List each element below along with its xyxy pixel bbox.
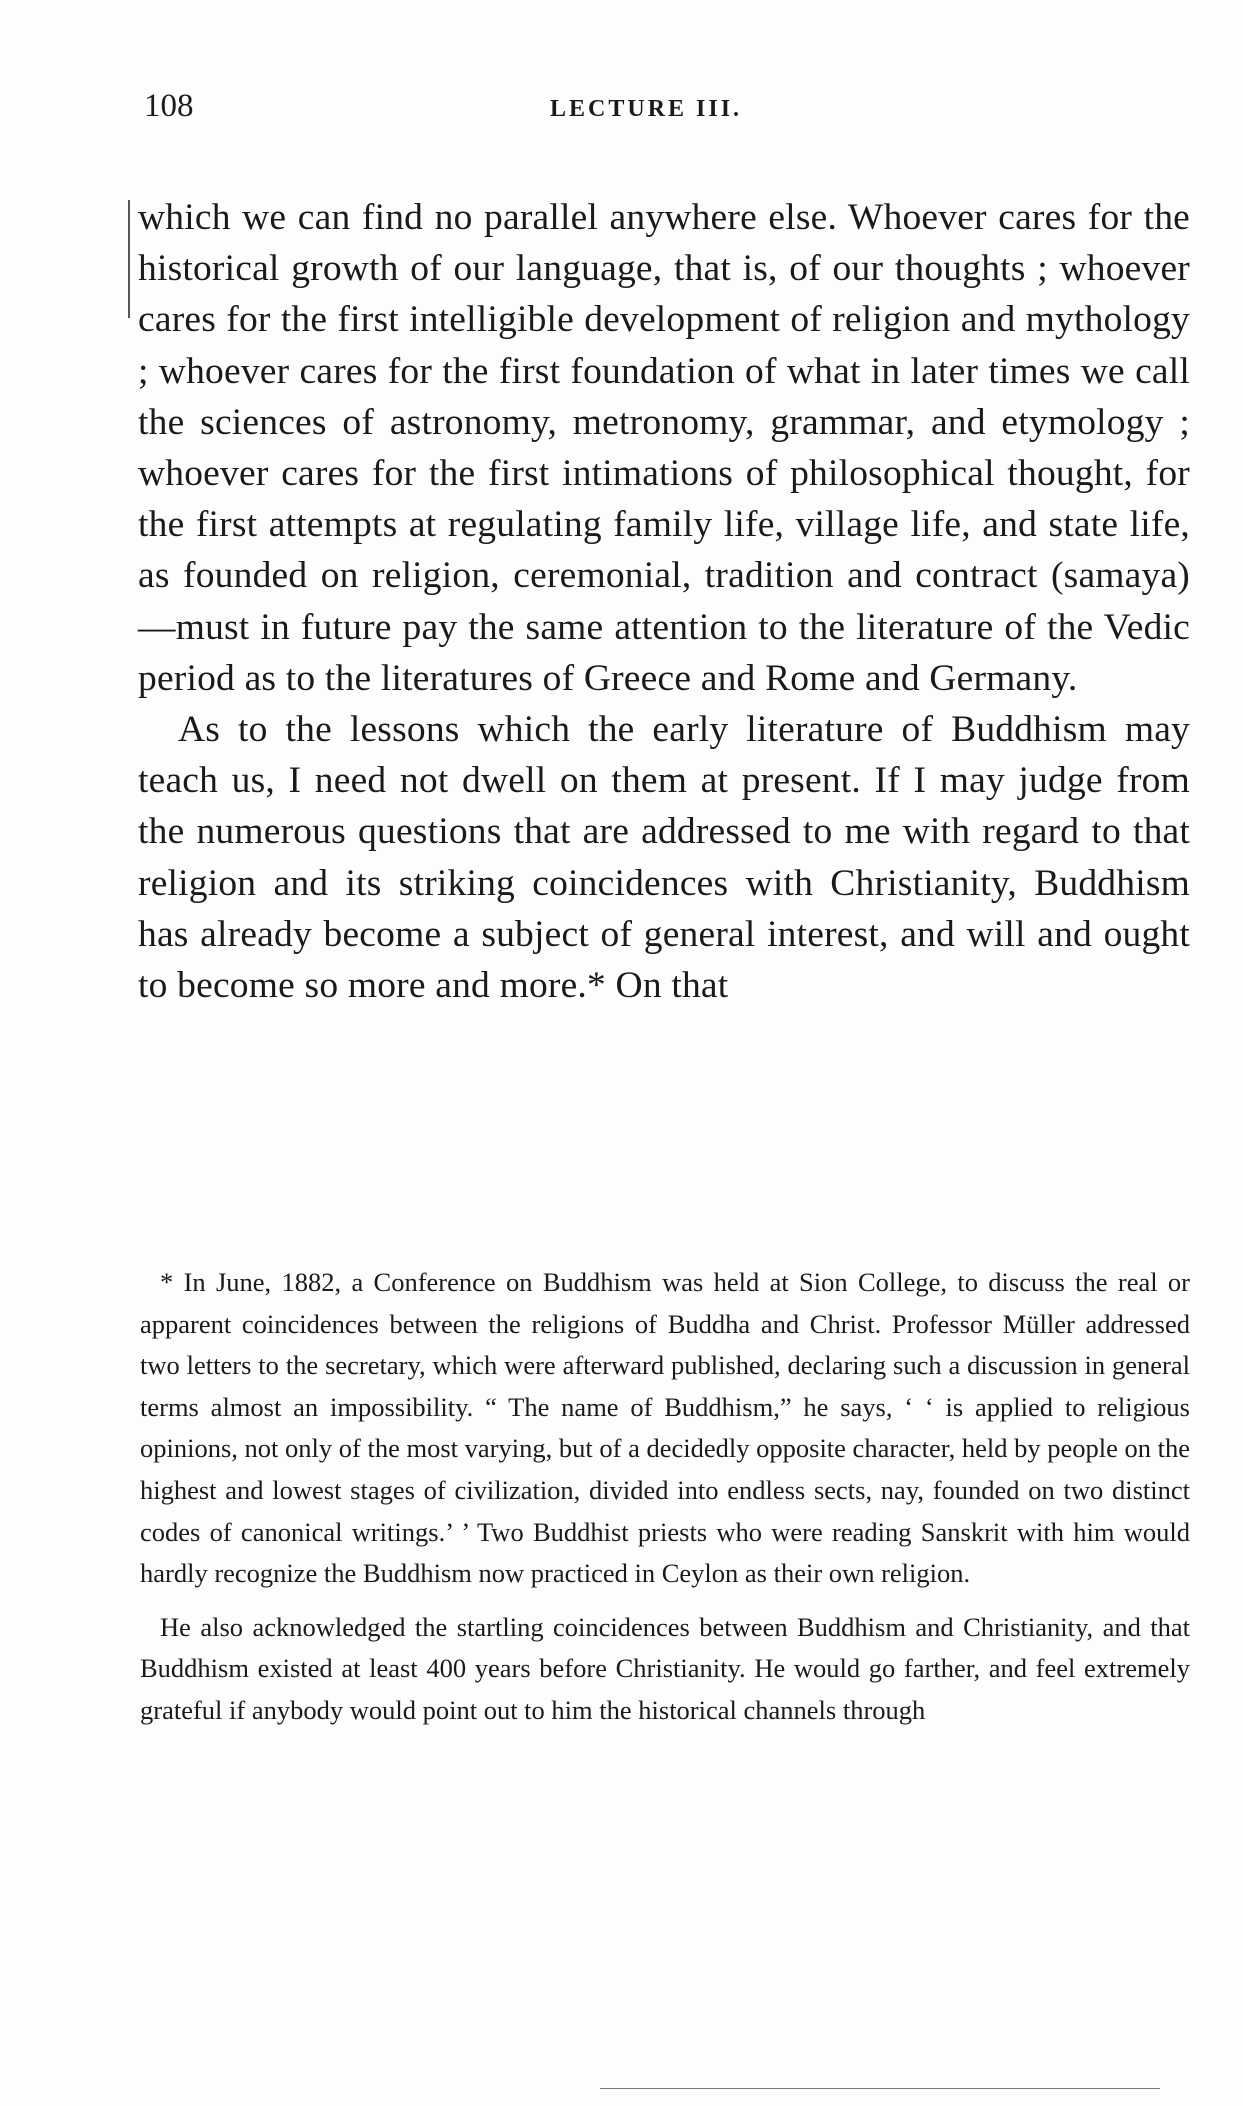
running-head (140, 88, 1180, 128)
margin-pencil-mark (128, 200, 130, 318)
footnote-paragraph: * In June, 1882, a Conference on Buddhism was held at Sion College, to discuss the real or apparent coincidences between the religions of Buddha and Christ. Professor Müller addressed two letters to the secretary, which were afterward published, declaring such a discussion in general terms almost an impossibility. “ The name of Buddhism,” he says, ‘ ‘ is applied to religious opinions, not only of the most varying, but of a decidedly opposite character, held by people on the highest and lowest stages of civilization, divided into endless sects, nay, founded on two distinct codes of canonical writings.’ ’ Two Buddhist priests who were reading Sanskrit with him would hardly recognize the Buddhism now practiced in Ceylon as their own religion. (140, 1267, 1190, 1589)
footnote-paragraph: He also acknowledged the startling coincidences between Buddhism and Christianity, and that Buddhism existed at least 400 years before Christianity. He would go farther, and feel extremely grateful if anybody would point out to him the historical channels through (140, 1611, 1190, 1725)
footnote (140, 1262, 1190, 1732)
body-paragraph: As to the lessons which the early literature of Buddhism may teach us, I need not dwell on them at present. If I may judge from the numerous questions that are addressed to me with regard to that religion and its striking coincidences with Christianity, Buddhism has already become a subject of general interest, and will and ought to become so more and more.* On that (138, 709, 1190, 1007)
body-paragraph: which we can find no parallel anywhere else. Whoever cares for the historical growth of our language, that is, of our thoughts ; whoever cares for the first intelligible development of religion and mythology ; whoever cares for the first foundation of what in later times we call the sciences of astronomy, metronomy, grammar, and etymology ; whoever cares for the first intimations of philosophical thought, for the first attempts at regulating family life, village life, and state life, as founded on religion, ceremonial, tradition and contract (samaya)—must in future pay the same attention to the literature of the Vedic period as to the literatures of Greece and Rome and Germany. (138, 197, 1190, 699)
main-text (138, 192, 1190, 1011)
running-title: LECTURE III. (550, 96, 743, 122)
page-number: 108 (144, 88, 194, 124)
bottom-edge-rule (600, 2088, 1160, 2089)
